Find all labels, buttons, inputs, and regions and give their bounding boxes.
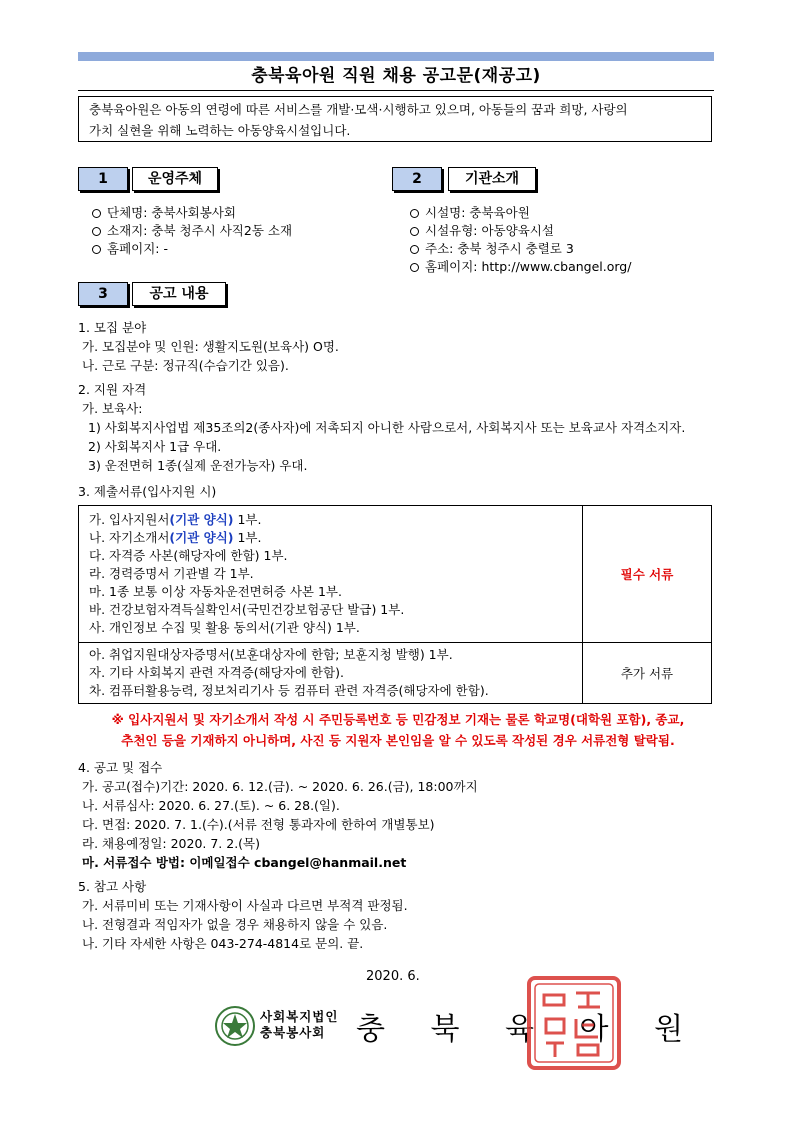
list-item: 시설명: 충북육아원 <box>410 204 631 222</box>
intro-line-1: 충북육아원은 아동의 연령에 따른 서비스를 개발·모색·시행하고 있으며, 아동들의 꿈과 희망, 사랑의 <box>89 102 628 117</box>
section-1-number: 1 <box>78 167 128 191</box>
signature-organization <box>260 1009 338 1041</box>
organization-logo-icon <box>214 1005 256 1047</box>
table-row <box>79 506 712 643</box>
schedule-line: 다. 면접: 2020. 7. 1.(수).(서류 전형 통과자에 한하여 개별통보) <box>82 817 435 832</box>
signature-org-line-1: 사회복지법인 <box>260 1009 339 1024</box>
circle-bullet-icon <box>92 245 101 254</box>
schedule-heading: 4. 공고 및 접수 <box>78 760 163 775</box>
list-item: 홈페이지: - <box>92 240 292 258</box>
list-item: 사. 개인정보 수집 및 활용 동의서(기관 양식) 1부. <box>89 620 360 635</box>
qualification-line: 3) 운전면허 1종(실제 운전가능자) 우대. <box>88 458 308 473</box>
warning-note <box>78 709 718 751</box>
list-item: 시설유형: 아동양육시설 <box>410 222 631 240</box>
warning-line-1: ※ 입사지원서 및 자기소개서 작성 시 주민등록번호 등 민감정보 기재는 물론 학교명(대학원 포함), 종교, <box>111 712 685 727</box>
intro-box <box>78 96 712 142</box>
schedule-block <box>78 758 478 872</box>
warning-line-2: 추천인 등을 기재하지 아니하며, 사진 등 지원자 본인임을 알 수 있도록 작성된 경우 서류전형 탈락됨. <box>121 733 675 748</box>
title-top-bar <box>78 52 714 61</box>
table-row <box>79 643 712 704</box>
list-item: 차. 컴퓨터활용능력, 정보처리기사 등 컴퓨터 관련 자격증(해당자에 한함). <box>89 683 489 698</box>
signature-org-line-2: 충북봉사회 <box>260 1025 326 1040</box>
circle-bullet-icon <box>92 209 101 218</box>
list-item: 자. 기타 사회복지 관련 자격증(해당자에 한함). <box>89 665 344 680</box>
section-3-heading: 공고 내용 <box>132 282 226 306</box>
additional-documents-cell <box>79 643 583 704</box>
list-item: 홈페이지: http://www.cbangel.org/ <box>410 258 631 276</box>
schedule-line: 가. 공고(접수)기간: 2020. 6. 12.(금). ~ 2020. 6. 26.(금), 18:00까지 <box>82 779 478 794</box>
circle-bullet-icon <box>410 209 419 218</box>
schedule-line: 라. 채용예정일: 2020. 7. 2.(목) <box>82 836 260 851</box>
list-item: 가. 입사지원서(기관 양식) 1부. <box>89 512 262 527</box>
intro-line-2: 가치 실현을 위해 노력하는 아동양육시설입니다. <box>89 123 351 138</box>
qualification-line: 2) 사회복지사 1급 우대. <box>88 439 222 454</box>
page-title: 충북육아원 직원 채용 공고문(재공고) <box>251 66 541 86</box>
schedule-email-line: 마. 서류접수 방법: 이메일접수 cbangel@hanmail.net <box>82 855 407 870</box>
documents-heading: 3. 제출서류(입사지원 시) <box>78 484 217 499</box>
recruit-line: 나. 근로 구분: 정규직(수습기간 있음). <box>82 358 289 373</box>
schedule-line: 나. 서류심사: 2020. 6. 27.(토). ~ 6. 28.(일). <box>82 798 340 813</box>
list-item: 주소: 충북 청주시 충렬로 3 <box>410 240 631 258</box>
list-item: 나. 자기소개서(기관 양식) 1부. <box>89 530 262 545</box>
notes-line: 나. 전형결과 적임자가 없을 경우 채용하지 않을 수 있음. <box>82 917 388 932</box>
list-item: 바. 건강보험자격득실확인서(국민건강보험공단 발급) 1부. <box>89 602 405 617</box>
official-seal-stamp <box>526 975 622 1071</box>
qualification-block <box>78 380 685 475</box>
list-item: 아. 취업지원대상자증명서(보훈대상자에 한함; 보훈지청 발행) 1부. <box>89 647 453 662</box>
recruit-heading: 1. 모집 분야 <box>78 320 147 335</box>
section-2-list <box>410 204 631 276</box>
document-date: 2020. 6. <box>366 969 420 984</box>
list-item: 라. 경력증명서 기관별 각 1부. <box>89 566 254 581</box>
list-item: 다. 자격증 사본(해당자에 한함) 1부. <box>89 548 288 563</box>
section-1-list <box>92 204 292 258</box>
notes-line: 가. 서류미비 또는 기재사항이 사실과 다르면 부적격 판정됨. <box>82 898 408 913</box>
documents-table <box>78 505 712 704</box>
recruit-line: 가. 모집분야 및 인원: 생활지도원(보육사) O명. <box>82 339 339 354</box>
section-3-number: 3 <box>78 282 128 306</box>
list-item: 마. 1종 보통 이상 자동차운전면허증 사본 1부. <box>89 584 342 599</box>
qualification-line: 1) 사회복지사업법 제35조의2(종사자)에 저촉되지 아니한 사람으로서, 사회복지사 또는 보육교사 자격소지자. <box>88 420 686 435</box>
notes-heading: 5. 참고 사항 <box>78 879 147 894</box>
qualification-heading: 2. 지원 자격 <box>78 382 147 397</box>
signature-name: 충 북 육 아 원 <box>356 1012 702 1047</box>
notes-line: 나. 기타 자세한 사항은 043-274-4814로 문의. 끝. <box>82 936 364 951</box>
section-2-heading: 기관소개 <box>448 167 536 191</box>
section-2-number: 2 <box>392 167 442 191</box>
recruit-block <box>78 318 339 375</box>
required-documents-label: 필수 서류 <box>583 506 712 643</box>
circle-bullet-icon <box>92 227 101 236</box>
circle-bullet-icon <box>410 245 419 254</box>
qualification-sub: 가. 보육사: <box>82 401 143 416</box>
notes-block <box>78 877 408 953</box>
circle-bullet-icon <box>410 227 419 236</box>
additional-documents-label: 추가 서류 <box>583 643 712 704</box>
title-divider <box>78 90 714 91</box>
section-1-heading: 운영주체 <box>132 167 218 191</box>
circle-bullet-icon <box>410 263 419 272</box>
list-item: 단체명: 충북사회봉사회 <box>92 204 292 222</box>
required-documents-cell <box>79 506 583 643</box>
list-item: 소재지: 충북 청주시 사직2동 소재 <box>92 222 292 240</box>
